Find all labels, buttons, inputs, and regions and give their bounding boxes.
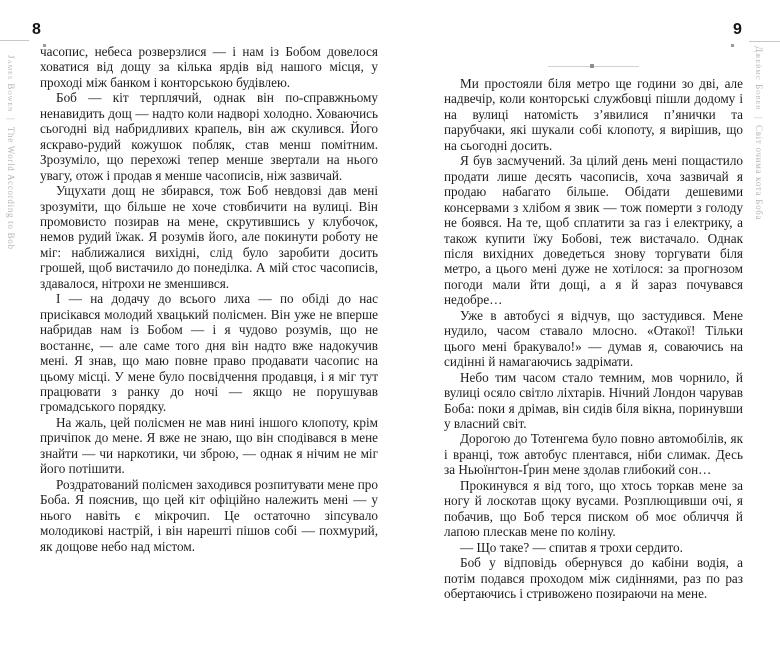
running-title-separator: | [754,116,764,120]
running-title-author: Джеймс Бовен [754,46,764,111]
paragraph: — Що таке? — спитав я трохи сердито. [460,539,683,555]
running-title-separator: | [6,118,16,121]
paragraph: Небо тим часом стало темним, мов чорнило, й вулиці осяло світло ліхтарів. Нічний Лондон чарував Боба: поки я дрімав, він сидів біля вікна, поринувши у власний світ. [444,369,743,431]
paragraph: Ущухати дощ не збирався, тож Боб невдовзі дав мені зрозуміти, що більше не хоче стовбичити на вулиці. Він промовисто позирав на мене, скрутившись у клубочок, немов рудий їжак. Я розумів його, але покинути роботу не міг: наближалися вихідні, слід було заробити досить грошей, щоб вистачило до понеділка. А мій стос часописів, здавалося, нітрохи не зменшився. [40,183,378,291]
paragraph: І — на додачу до всього лиха — по обіді до нас присікався молодий хвацький полісмен. Він уже не вперше набридав нам із Бобом — і я чудово розумів, що не востаннє, — але саме того дня він надто вже надокучив мені. Я знав, що маю повне право продавати часопис на цьому місці. У мене було посвідчення продавця, і я міг тут працювати з ранку до ночі — якщо не порушував громадського порядку. [40,291,378,415]
page-right-text [444,76,743,601]
paragraph: Я був засмучений. За цілий день мені пощастило продати лише десять часописів, хоча зазвичай я продаю набагато більше. Обідати дешевими консервами з хлібом я звик — тож померти з голоду не боявся. На те, щоб сплатити за газ і електрику, а також купити їжу Бобові, теж вистачало. Однак після вихідних доведеться знову торгувати біля метро, а цього мені дуже не хотілося: за прогнозом погоди мали йти дощі, а я й зараз почувався недобре… [444,153,743,308]
section-divider-ornament [590,64,594,68]
page-left-text [40,44,378,554]
header-ornament-right [731,44,734,47]
paragraph: Прокинувся я від того, що хтось торкав мене за ногу й лоскотав щоку вусами. Розплющивши очі, я побачив, що Боб терся писком об моє обличчя й лапою плескав мене по коліну. [444,477,743,540]
paragraph: Роздратований полісмен заходився розпитувати мене про Боба. Я пояснив, що цей кіт офіційно належить мені — у нього навіть є мікрочип. Це остаточно зіпсувало молодикові настрій, і він нарешті пішов собі — похмурий, як дощове небо над містом. [40,476,378,554]
paragraph: Уже в автобусі я відчув, що застудився. Мене нудило, часом ставало млосно. «Отакої! Тільки цього мені бракувало!» — думав я, соваючись на сидінні й намагаючись задрімати. [444,307,743,370]
page-number-right: 9 [733,21,742,38]
paragraph: Дорогою до Тотенгема було повно автомобілів, як і вранці, тож автобус плентався, ніби слимак. Десь за Ньюїнґтон-Ґрин мене здолав глибокий сон… [444,431,743,478]
header-rule-right [749,41,780,42]
paragraph: Боб — кіт терплячий, однак він по-справжньому ненавидить дощ — надто коли надворі холодно. Ховаючись сьогодні від набридливих крапель, він аж скулився. Його яскраво-рудий кожушок побляк, став менш помітним. Зрозуміло, що перехожі тепер менше звертали на нього увагу, отож і продав я менше часописів, ніж зазвичай. [40,90,378,183]
running-title-book: The World According to Bob [6,126,16,250]
paragraph: На жаль, цей полісмен не мав нині іншого клопоту, крім причіпок до мене. Я вже не знаю, що він сподівався в мене знайти — чи наркотики, чи зброю, — однак я нічим не міг його потішити. [40,414,378,477]
header-rule-left [0,40,29,41]
paragraph: Боб у відповідь обернувся до кабіни водія, а потім подався проходом між сидіннями, раз по раз обертаючись і стривожено позираючи на мене. [444,555,743,601]
running-title-author: James Bowen [6,55,16,113]
paragraph: часопис, небеса розверзлися — і нам із Бобом довелося ховатися від дощу за кілька ярдів від нашого місця, у проході між банком і конторською будівлею. [40,44,378,90]
running-title-right [754,46,764,220]
paragraph: Ми простояли біля метро ще години зо дві, але надвечір, коли конторські службовці пішли додому і на вулиці натомість з’явилися п’янички та парубчаки, які шукали собі клопоту, я вирішив, що на сьогодні досить. [444,76,743,153]
page-number-left: 8 [32,21,41,38]
running-title-left [6,55,16,250]
running-title-book: Світ очима кота Боба [754,125,764,221]
